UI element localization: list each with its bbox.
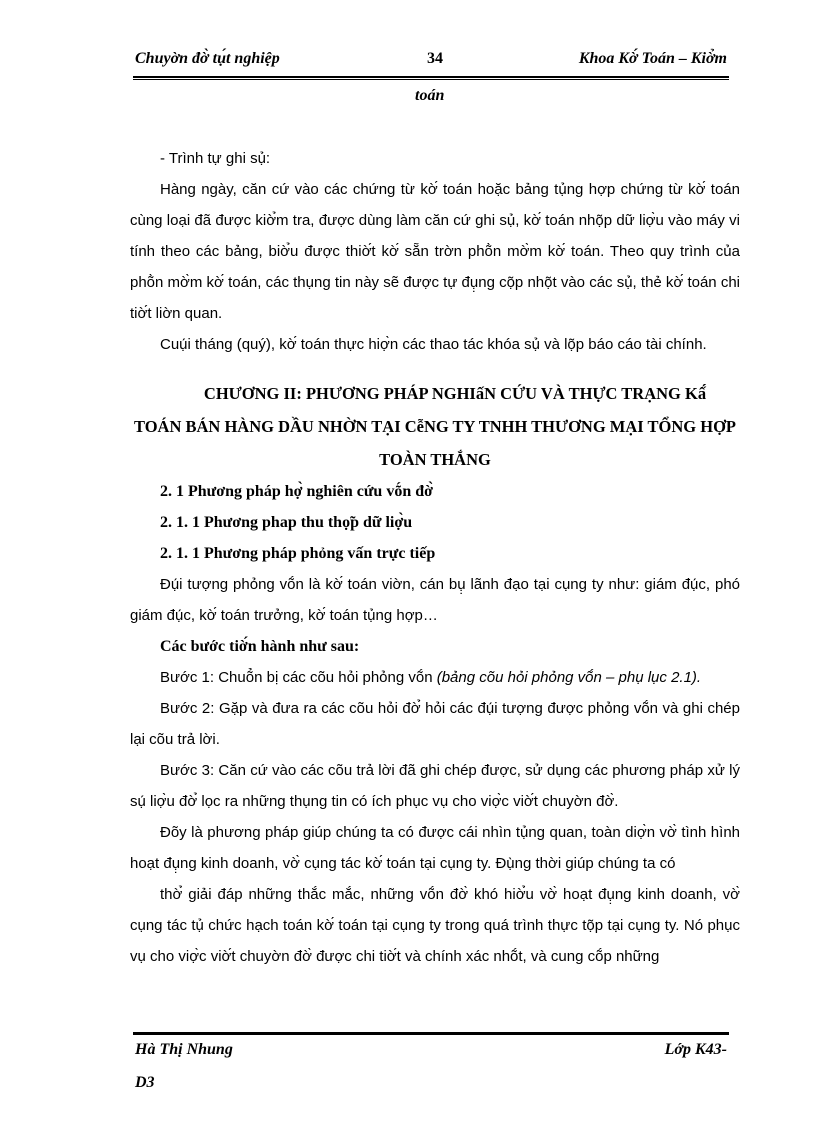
footer-class-continued: D3 <box>135 1074 155 1091</box>
footer-rule <box>133 1032 729 1035</box>
step-1-note: (bảng cõu hỏi phỏng vṍn – phụ lục 2.1). <box>436 669 702 686</box>
section-heading-2-1: 2. 1 Phương pháp hợ̀ nghiên cứu vṍn đờ̀ <box>160 483 433 500</box>
paragraph-1: Hàng ngày, căn cứ vào các chứng từ kờ́ toán hoặc bảng tụ̉ng hợp chứng từ kờ́ toán cùng loại đã được kiờ̉m tra, được dùng làm căn cứ ghi sụ̉, kờ́ toán nhọ̃p dữ liợ̀u vào máy vi tính theo các bảng, biờ̉u được thiờ́t kờ́ sẵn trờn phõ̀n mờ̀m kờ́ toán. Theo quy trình của phõ̀n mờ̀m kờ́ toán, các thụng tin này sẽ được tự đụ̣ng cọ̃p nhọ̃t vào các sụ̉, thẻ kờ́ toán chi tiờ́t liờn quan. <box>130 181 740 322</box>
header-rule-thin <box>133 79 729 80</box>
step-1 <box>130 662 740 693</box>
paragraph-4: Đõy là phương pháp giúp chúng ta có được cái nhìn tụ̉ng quan, toàn diợ̀n vờ̀ tình hình hoạt đụ̣ng kinh doanh, vờ̀ cụng tác kờ́ toán tại cụng ty. Đụ̀ng thời giúp chúng ta có <box>130 824 740 872</box>
document-body <box>130 143 740 972</box>
section-heading-2-1-1a: 2. 1. 1 Phương phap thu thọ̃p dữ liợ̀u <box>160 514 413 531</box>
chapter-title <box>130 377 740 476</box>
page-number: 34 <box>427 50 443 67</box>
page-header <box>135 50 727 74</box>
header-rule <box>133 76 729 78</box>
chapter-title-line2: TOÁN BÁN HÀNG DẦU NHỜN TẠI CễNG TY TNHH THƯƠNG MẠI TỔNG HỢP TOÀN THẮNG <box>133 417 736 469</box>
paragraph-3: Đụ́i tượng phỏng vṍn là kờ́ toán viờn, cán bụ̣ lãnh đạo tại cụng ty như: giám đụ́c, phó giám đụ́c, kờ́ toán trưởng, kờ́ toán tụ̉ng hợp… <box>130 576 740 624</box>
step-3: Bước 3: Căn cứ vào các cõu trả lời đã ghi chép được, sử dụng các phương pháp xử lý sụ́ liợ̀u đờ̉ lọc ra những thụng tin có ích phục vụ cho viợ̀c viờ́t chuyờn đờ̀. <box>130 762 740 810</box>
footer-author: Hà Thị Nhung <box>135 1041 233 1058</box>
paragraph-2: Cuụ́i tháng (quý), kờ́ toán thực hiợ̀n các thao tác khóa sụ̉ và lọ̃p báo cáo tài chính. <box>160 336 707 353</box>
subheading-procedure: - Trình tự ghi sụ̉: <box>160 150 271 167</box>
header-right-continued: toán <box>415 87 445 104</box>
paragraph-5: thờ̉ giải đáp những thắc mắc, những vṍn đờ̀ khó hiờ̉u vờ̀ hoạt đụ̣ng kinh doanh, vờ̀ cụng tác tụ̉ chức hạch toán kờ́ toán tại cụng ty trong quá trình thực tọ̃p tại cụng ty. Nó phục vụ cho viợ̀c viờ́t chuyờn đờ̀ được chi tiờ́t và chính xác nhṍt, và cung cṍp những <box>130 886 740 965</box>
step-1-text: Bước 1: Chuõ̉n bị các cõu hỏi phỏng vṍn <box>160 669 437 686</box>
header-left: Chuyờn đờ̀ tụ́t nghiệp <box>135 50 280 67</box>
footer-class: Lớp K43- <box>664 1041 727 1058</box>
section-heading-2-1-1b: 2. 1. 1 Phương pháp phỏng vấn trực tiếp <box>160 545 436 562</box>
steps-title: Các bước tiờ́n hành như sau: <box>160 638 360 655</box>
header-right: Khoa Kờ́ Toán – Kiờ̉m <box>578 50 727 67</box>
chapter-title-line1: CHƯƠNG II: PHƯƠNG PHÁP NGHIấN CỨU VÀ THỰC TRẠNG Kấ́ <box>203 384 707 403</box>
step-2: Bước 2: Gặp và đưa ra các cõu hỏi đờ̉ hỏi các đụ́i tượng được phỏng vṍn và ghi chép lại cõu trả lời. <box>130 700 740 748</box>
